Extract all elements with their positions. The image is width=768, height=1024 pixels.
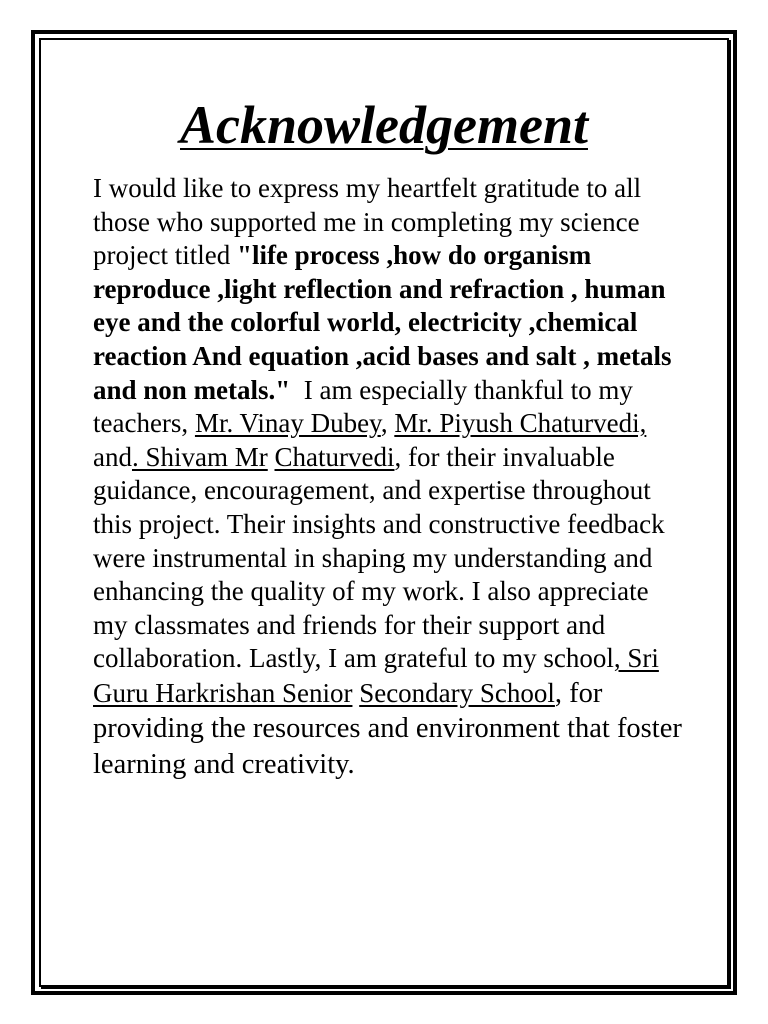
project-title: "life process ,how do organism reproduce ,light reflection and refraction , human eye and the colorful world, electricity ,chemical reaction And equation ,acid bases and salt , metals and non metals." (93, 240, 672, 405)
school-name-b: Secondary School (359, 677, 555, 708)
thanks-text: I am especially thankful to my teachers, (93, 374, 640, 439)
space-text-1 (268, 442, 275, 472)
teacher-name-1: Mr. Vinay Dubey (194, 408, 381, 439)
separator-text: , (380, 408, 395, 439)
teacher-name-3a: . Shivam Mr (131, 441, 268, 472)
teacher-name-3b: Chaturvedi (274, 441, 395, 472)
page-title: Acknowledgement (180, 95, 588, 155)
and-text: and (93, 408, 654, 472)
teacher-name-2: Mr. Piyush Chaturvedi, (394, 408, 647, 439)
closing-text: , for providing the resources and environment that foster learning and creativity. (93, 677, 682, 780)
guidance-text: , for their invaluable guidance, encouragement, and expertise throughout this project. Their insights and constructive feedback were instrumental in shaping my understanding and enhancing the quality of my work. I also appreciate my classmates and friends for their support and collaboration. Lastly, I am grateful to my school (93, 441, 665, 674)
acknowledgement-paragraph (93, 172, 683, 782)
intro-text: I would like to express my heartfelt gratitude to all those who supported me in completing my science project titled (93, 173, 642, 271)
school-name-a: , Sri Guru Harkrishan Senior (93, 643, 659, 708)
